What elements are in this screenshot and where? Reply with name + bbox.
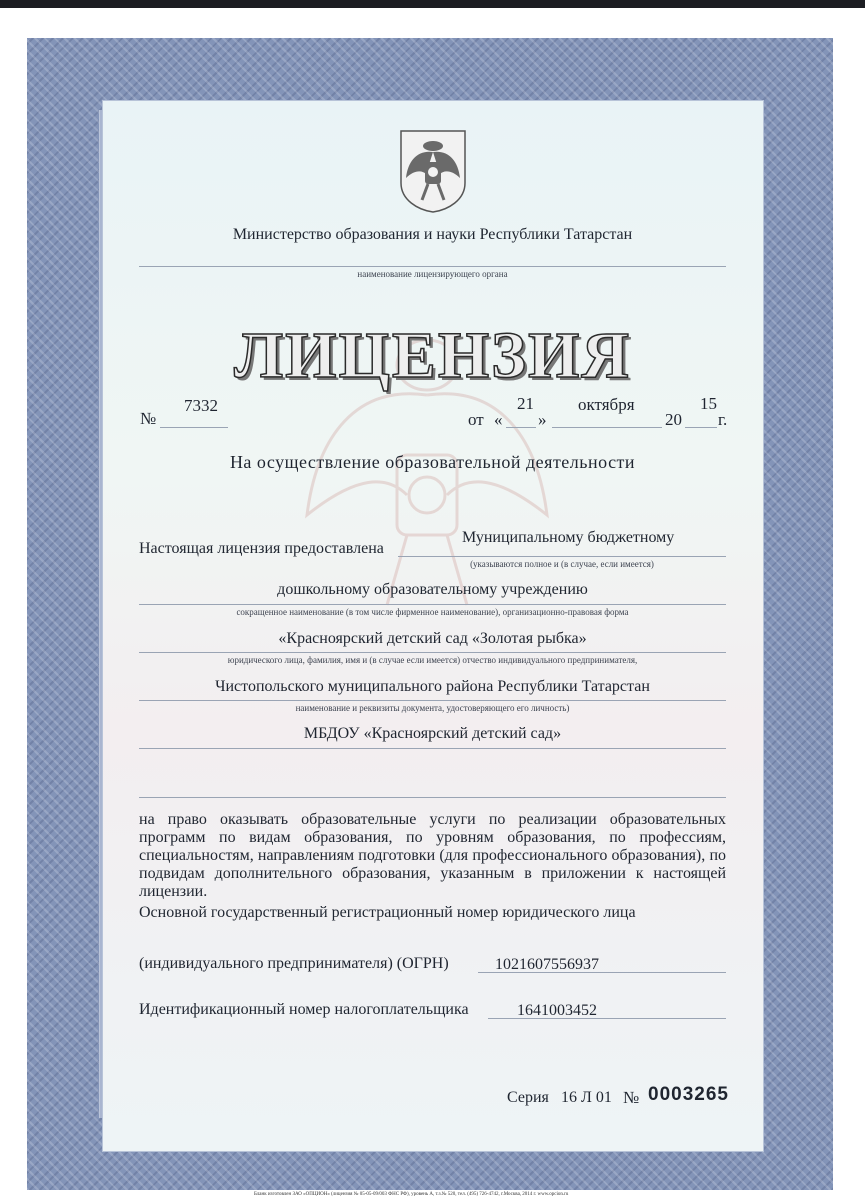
license-number: 7332 xyxy=(184,396,218,415)
inn-label: Идентификационный номер налогоплательщика xyxy=(139,1001,469,1018)
authority-underline xyxy=(139,266,726,267)
year-prefix: 20 xyxy=(665,410,682,429)
date-open-quote: « xyxy=(494,410,503,429)
serial-label: Серия xyxy=(507,1089,549,1106)
authority-name: Министерство образования и науки Республики Татарстан xyxy=(232,226,633,243)
grantee-line4: Чистопольского муниципального района Республики Татарстан xyxy=(215,678,650,695)
date-from-label: от xyxy=(468,410,484,429)
grantee-line4-underline xyxy=(139,700,726,701)
ogrn-label-line1: Основной государственный регистрационный номер юридического лица xyxy=(139,904,636,921)
date-day: 21 xyxy=(517,394,534,413)
rights-text: на право оказывать образовательные услуги по реализации образовательных программ по видам образования, по уровням образования, по профессиям, специальностям, направлениям подготовки (для профессионального образования), по подвидам дополнительного образования, указанным в приложении к настоящей лицензии. xyxy=(139,811,726,900)
document-title: ЛИЦЕНЗИЯ xyxy=(233,319,632,392)
date-year: 15 xyxy=(700,394,717,413)
grantee-line2-underline xyxy=(139,604,726,605)
inn-value: 1641003452 xyxy=(517,1002,597,1019)
serial-number-prefix: № xyxy=(623,1088,640,1107)
blank-underline xyxy=(139,797,726,798)
license-purpose: На осуществление образовательной деятельности xyxy=(229,452,636,472)
year-underline xyxy=(685,427,717,428)
number-underline xyxy=(160,427,228,428)
serial-number: 0003265 xyxy=(648,1084,729,1105)
scan-top-edge xyxy=(0,0,865,8)
grantee-line1: Муниципальному бюджетному xyxy=(462,529,675,546)
grantee-caption1: (указываются полное и (в случае, если имеется) xyxy=(470,559,654,569)
day-underline xyxy=(506,427,536,428)
date-close-quote: » xyxy=(538,410,547,429)
ogrn-label-line2: (индивидуального предпринимателя) (ОГРН) xyxy=(139,955,449,972)
grantee-line3-underline xyxy=(139,652,726,653)
authority-caption: наименование лицензирующего органа xyxy=(357,269,508,279)
printer-imprint: Бланк изготовлен ЗАО «ОПЦИОН» (лицензия № 05-05-09/003 ФНС РФ), уровень А, т.з.№ 520, тел. (495) 726-4742, г.Москва, 2014 г. www.opcion.ru xyxy=(254,1192,569,1197)
year-suffix: г. xyxy=(718,410,728,429)
coat-of-arms-icon xyxy=(398,128,468,214)
grantee-caption3: юридического лица, фамилия, имя и (в случае если имеется) отчество индивидуального предпринимателя, xyxy=(227,655,638,665)
license-sheet xyxy=(102,100,764,1152)
grantee-line1-underline xyxy=(398,556,726,557)
ogrn-value: 1021607556937 xyxy=(495,956,599,973)
date-month: октября xyxy=(578,395,635,414)
grantee-intro: Настоящая лицензия предоставлена xyxy=(139,540,384,557)
grantee-line3: «Красноярский детский сад «Золотая рыбка» xyxy=(278,630,587,647)
grantee-caption4: наименование и реквизиты документа, удостоверяющего его личность) xyxy=(295,703,570,713)
number-prefix: № xyxy=(140,409,157,428)
month-underline xyxy=(552,427,662,428)
grantee-caption2: сокращенное наименование (в том числе фирменное наименование), организационно-правовая форма xyxy=(236,607,629,617)
serial-series: 16 Л 01 xyxy=(561,1089,612,1106)
grantee-line2: дошкольному образовательному учреждению xyxy=(277,581,588,598)
grantee-line5: МБДОУ «Красноярский детский сад» xyxy=(303,725,562,742)
grantee-line5-underline xyxy=(139,748,726,749)
